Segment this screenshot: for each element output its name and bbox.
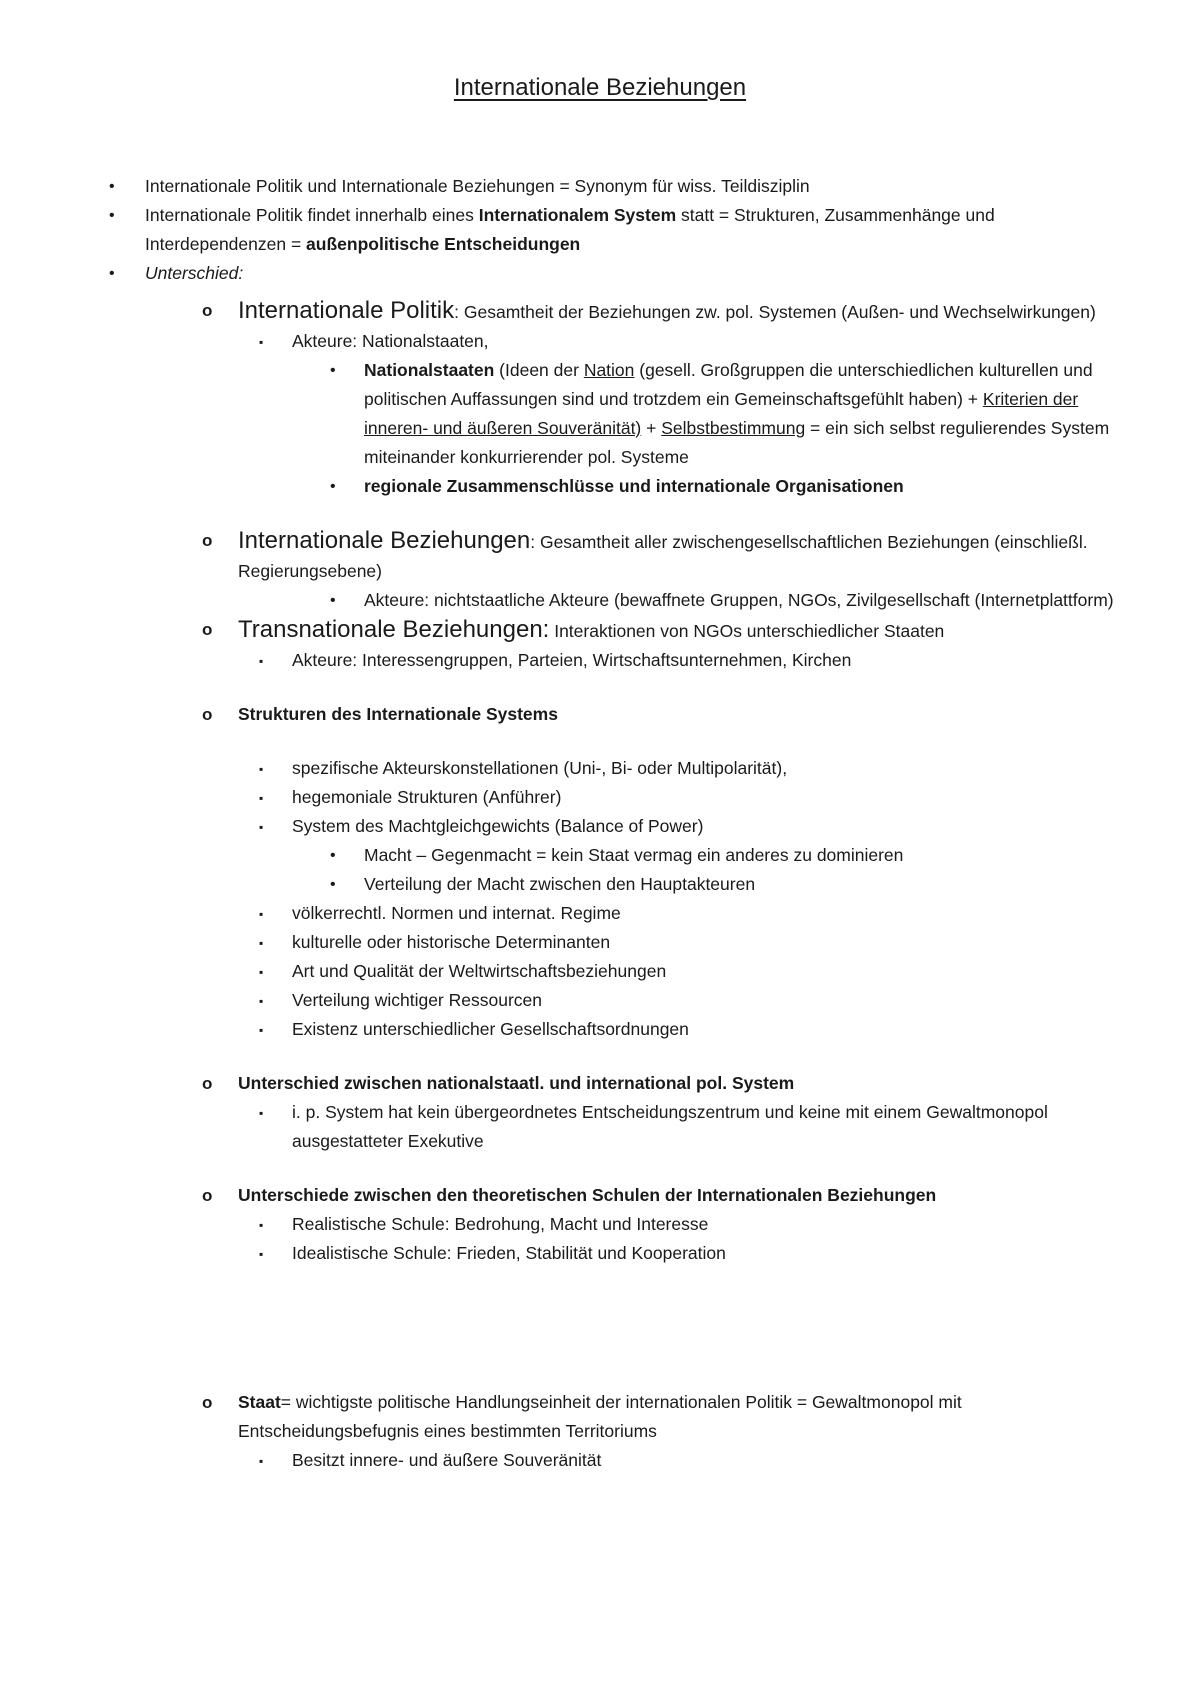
square-marker: ▪ bbox=[259, 965, 264, 979]
bullet-marker: • bbox=[330, 478, 336, 495]
intro-list bbox=[109, 172, 1135, 288]
circle-marker: o bbox=[202, 1393, 213, 1412]
bullet-marker: • bbox=[330, 362, 336, 379]
square-marker: ▪ bbox=[259, 1106, 264, 1120]
square-marker: ▪ bbox=[259, 335, 264, 349]
square-marker: ▪ bbox=[259, 994, 264, 1008]
list-item: ▪ Existenz unterschiedlicher Gesellschaftsordnungen bbox=[292, 1015, 1118, 1044]
list-item: ▪ i. p. System hat kein übergeordnetes Entscheidungszentrum und keine mit einem Gewaltmonopol ausgestatteter Exekutive bbox=[292, 1098, 1118, 1156]
page-title: Internationale Beziehungen bbox=[453, 74, 747, 101]
circle-marker: o bbox=[202, 1074, 213, 1093]
list-item: ▪ System des Machtgleichgewichts (Balance of Power) bbox=[292, 812, 1118, 841]
square-marker: ▪ bbox=[259, 1023, 264, 1037]
list-item: ▪ Realistische Schule: Bedrohung, Macht und Interesse bbox=[292, 1210, 1118, 1239]
list-item: • Akteure: nichtstaatliche Akteure (bewaffnete Gruppen, NGOs, Zivilgesellschaft (Internetplattform) bbox=[364, 586, 1118, 615]
list-item: • Nationalstaaten (Ideen der Nation (gesell. Großgruppen die unterschiedlichen kulturellen und politischen Auffassungen sind und trotzdem ein Gemeinschaftsgefühlt haben) + Kriterien der inneren- und äußeren Souveränität) + Selbstbestimmung = ein sich selbst regulierendes System miteinander konkurrierender pol. Systeme bbox=[364, 356, 1118, 472]
square-marker: ▪ bbox=[259, 791, 264, 805]
list-item: ▪ hegemoniale Strukturen (Anführer) bbox=[292, 783, 1118, 812]
square-marker: ▪ bbox=[259, 762, 264, 776]
bullet-marker: • bbox=[109, 207, 115, 224]
list-item: ▪ völkerrechtl. Normen und internat. Regime bbox=[292, 899, 1118, 928]
list-item: • regionale Zusammenschlüsse und internationale Organisationen bbox=[364, 472, 1118, 501]
square-marker: ▪ bbox=[259, 820, 264, 834]
circle-marker: o bbox=[202, 301, 213, 320]
circle-marker: o bbox=[202, 705, 213, 724]
section-staat: o Staat= wichtigste politische Handlungseinheit der internationalen Politik = Gewaltmonopol mit Entscheidungsbefugnis eines bestimmten Territoriums bbox=[238, 1388, 1118, 1446]
section-internationale-politik: o Internationale Politik: Gesamtheit der Beziehungen zw. pol. Systemen (Außen- und Wechselwirkungen) bbox=[202, 297, 1096, 324]
bullet-marker: • bbox=[109, 178, 115, 195]
section-strukturen: o Strukturen des Internationale Systems bbox=[238, 700, 1118, 729]
square-marker: ▪ bbox=[259, 1454, 264, 1468]
list-item: • Macht – Gegenmacht = kein Staat vermag ein anderes zu dominieren bbox=[364, 841, 1118, 870]
square-marker: ▪ bbox=[259, 1247, 264, 1261]
circle-marker: o bbox=[202, 620, 213, 639]
circle-marker: o bbox=[202, 531, 213, 550]
list-item: ▪ Idealistische Schule: Frieden, Stabilität und Kooperation bbox=[292, 1239, 1118, 1268]
square-marker: ▪ bbox=[259, 654, 264, 668]
section-transnationale-beziehungen: o Transnationale Beziehungen: Interaktionen von NGOs unterschiedlicher Staaten bbox=[202, 616, 945, 643]
square-marker: ▪ bbox=[259, 936, 264, 950]
section-internationale-beziehungen: o Internationale Beziehungen: Gesamtheit aller zwischengesellschaftlichen Beziehungen (einschließl. Regierungsebene) bbox=[202, 527, 1088, 581]
bullet-marker: • bbox=[330, 592, 336, 609]
list-item: ▪ Verteilung wichtiger Ressourcen bbox=[292, 986, 1118, 1015]
sections bbox=[202, 296, 1118, 1475]
list-item: • Internationale Politik und Internationale Beziehungen = Synonym für wiss. Teildisziplin bbox=[145, 172, 1135, 201]
list-item: ▪ Akteure: Interessengruppen, Parteien, Wirtschaftsunternehmen, Kirchen bbox=[292, 646, 1118, 675]
section-schulen: o Unterschiede zwischen den theoretischen Schulen der Internationalen Beziehungen bbox=[238, 1181, 1118, 1210]
list-item: • Unterschied: bbox=[145, 259, 1135, 288]
section-unterschied: o Unterschied zwischen nationalstaatl. und international pol. System bbox=[238, 1069, 1118, 1098]
list-item: ▪ Art und Qualität der Weltwirtschaftsbeziehungen bbox=[292, 957, 1118, 986]
list-item: • Verteilung der Macht zwischen den Hauptakteuren bbox=[364, 870, 1118, 899]
list-item: ▪ Akteure: Nationalstaaten, bbox=[292, 327, 1118, 356]
square-marker: ▪ bbox=[259, 907, 264, 921]
circle-marker: o bbox=[202, 1186, 213, 1205]
list-item: ▪ Besitzt innere- und äußere Souveränität bbox=[292, 1446, 1118, 1475]
square-marker: ▪ bbox=[259, 1218, 264, 1232]
list-item: ▪ kulturelle oder historische Determinanten bbox=[292, 928, 1118, 957]
bullet-marker: • bbox=[330, 847, 336, 864]
bullet-marker: • bbox=[330, 876, 336, 893]
list-item: ▪ spezifische Akteurskonstellationen (Uni-, Bi- oder Multipolarität), bbox=[292, 754, 1118, 783]
bullet-marker: • bbox=[109, 265, 115, 282]
list-item: • Internationale Politik findet innerhalb eines Internationalem System statt = Strukturen, Zusammenhänge und Interdependenzen = außenpolitische Entscheidungen bbox=[145, 201, 1135, 259]
